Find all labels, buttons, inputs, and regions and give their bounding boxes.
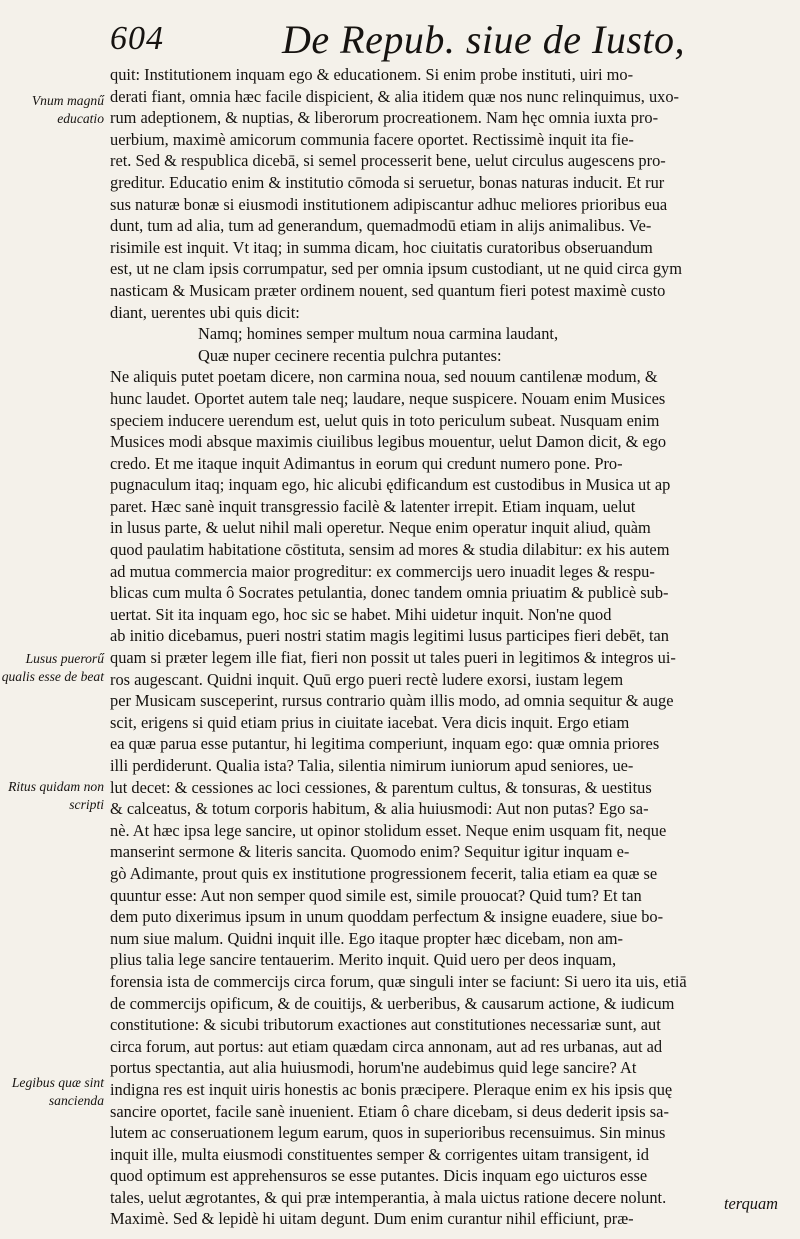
text-line: & calceatus, & totum corporis habitum, & alia huiusmodi: Aut non putas? Ego sa- [110,799,649,819]
text-line: dem puto dixerimus ipsum in unum quoddam perfectum & insigne euadere, siue bo- [110,907,664,927]
text-line: manserint sermone & literis sancita. Quomodo enim? Sequitur igitur inquam e- [110,842,630,862]
text-line: quod optimum est apprehensuros se esse putantes. Dicis inquam ego uicturos esse [110,1166,648,1186]
margin-note: Ritus quidam non scripti [8,779,104,812]
text-line: sancire oportet, facile sanè inuenient. Etiam ô chare dicebam, si deus dederit ipsis sa- [110,1101,669,1121]
text-line: in lusus parte, & uelut nihil mali operetur. Neque enim operatur inquit aliud, quàm [110,518,651,538]
text-line: ab initio dicebamus, pueri nostri statim magis legitimi lusus participes fieri debēt, tan [110,626,669,646]
text-line: risimile est inquit. Vt itaq; in summa dicam, hoc ciuitatis curatoribus obseruandum [110,237,653,257]
text-line: scit, erigens si quid etiam prius in ciuitate iacebat. Vera dicis inquit. Ergo etiam [110,712,630,732]
margin-note: Lusus puerorű qualis esse de beat [1,651,104,684]
text-line: paret. Hæc sanè inquit transgressio facilè & latenter irrepit. Etiam inquam, uelut [110,496,636,516]
text-line: lutem ac conseruationem legum earum, quos in superioribus recensuimus. Sin minus [110,1123,666,1143]
text-line: forensia ista de commercijs circa forum, quæ singuli inter se faciunt: Si uero ita uis, etiā [110,971,687,991]
text-line: speciem inducere uerendum est, uelut quis in toto periculum subeat. Nusquam enim [110,410,660,430]
page-header [110,14,780,66]
text-line: quam si præter legem ille fiat, fieri non possit ut tales pueri in legitimos & integros ui- [110,648,676,668]
running-title: De Repub. siue de Iusto, [282,17,686,62]
text-line: indigna res est inquit uiris honestis ac bonis præcipere. Pleraque enim ex his ipsis quę [110,1079,673,1099]
margin-note: Vnum magnű educatio [31,93,104,126]
text-line: ea quæ parua esse putantur, hi legitima comperiunt, inquam ego: quæ omnia priores [110,734,660,754]
text-line: inquit ille, multa eiusmodi constituentes semper & corrigentes uitam transigent, id [110,1144,649,1164]
text-line: sus naturæ bonæ si eiusmodi institutionem adipiscantur adhuc meliores prioribus eua [110,194,668,214]
text-line: hunc laudet. Oportet autem tale neq; laudare, neque suspicere. Nouam enim Musices [110,388,666,408]
text-line: rum adeptionem, & nuptias, & liberorum procreationem. Nam hęc omnia iuxta pro- [110,108,659,128]
body-text [110,64,782,1230]
text-line: num siue malum. Quidni inquit ille. Ego itaque propter hæc dicebam, non am- [110,928,624,948]
text-line: constitutione: & sicubi tributorum exactiones aut constitutiones necessariæ sunt, aut [110,1015,661,1035]
text-line: per Musicam susceperint, rursus contrario quàm illis modo, ad omnia sequitur & auge [110,691,674,711]
text-line: tales, uelut ægrotantes, & qui præ intemperantia, à mala uictus ratione decere nolunt. [110,1187,667,1207]
text-line: lut decet: & cessiones ac loci cessiones, & parentum cultus, & tonsuras, & uestitus [110,777,652,797]
text-line: illi perdiderunt. Qualia ista? Talia, silentia nimirum iuniorum apud seniores, ue- [110,756,634,775]
text-line: Maximè. Sed & lepidè hi uitam degunt. Dum enim curantur nihil efficiunt, præ- [110,1209,634,1229]
verse-line: Namq; homines semper multum noua carmina laudant, [198,324,559,344]
text-line: circa forum, aut portus: aut etiam quædam circa annonam, aut ad res urbanas, aut ad [110,1036,663,1056]
page-number: 604 [110,20,164,57]
text-line: credo. Et me itaque inquit Adimantus in eorum qui credunt numero pone. Pro- [110,453,623,473]
text-line: diant, uerentes ubi quis dicit: [110,302,300,322]
text-line: ret. Sed & respublica dicebā, si semel processerit bene, uelut circulus augescens pro- [110,151,666,171]
text-line: nè. At hæc ipsa lege sancire, ut opinor stolidum esset. Neque enim usquam fit, neque [110,820,667,840]
text-line: blicas cum multa ô Socrates petulantia, donec tandem omnia priuatim & publicè sub- [110,583,669,603]
text-line: ros augescant. Quidni inquit. Quū ergo pueri rectè ludere exorsi, iustam legem [110,669,624,689]
text-line: portus spectantia, aut alia huiusmodi, horum'ne audebimus quid lege sancire? At [110,1058,637,1078]
text-line: ad mutua commercia maior progreditur: ex commercijs uero inuadit leges & respu- [110,561,655,581]
text-line: de commercijs opificum, & de couitijs, & uerberibus, & causarum actione, & iudicum [110,993,675,1013]
text-line: gò Adimante, prout quis ex institutione progressionem fecerit, talia etiam ea quæ se [110,863,658,883]
text-line: nasticam & Musicam præter ordinem nouent, sed quantum fieri potest maximè custo [110,280,666,300]
verse-line: Quæ nuper cecinere recentia pulchra putantes: [198,345,502,365]
text-line: uerbium, maximè amicorum communia facere oportet. Rectissimè inquit ita fie- [110,129,634,149]
text-line: plius talia lege sancire tentauerim. Merito inquit. Quid uero per deos inquam, [110,950,617,970]
text-line: Ne aliquis putet poetam dicere, non carmina noua, sed nouum cantilenæ modum, & [110,367,658,387]
margin-notes [0,0,110,1239]
text-line: uertat. Sit ita inquam ego, hoc sic se habet. Mihi uidetur inquit. Non'ne quod [110,604,612,624]
text-line: est, ut ne clam ipsis corrumpatur, sed per omnia ipsum custodiant, ut ne quid circa gym [110,259,682,279]
text-line: derati fiant, omnia hæc facile dispicient, & alia itidem quæ nos nunc relinquimus, uxo- [110,86,679,106]
text-line: Musices modi absque maximis ciuilibus legibus mouentur, uelut Damon dicit, & ego [110,432,667,452]
text-line: dunt, tum ad alia, tum ad generandum, quemadmodū etiam in alijs animalibus. Ve- [110,216,652,236]
text-line: greditur. Educatio enim & institutio cōmoda si seruetur, bonas naturas inducit. Et rur [110,172,665,192]
text-line: quuntur esse: Aut non semper quod simile est, simile prouocat? Quid tum? Et tan [110,885,642,905]
margin-note: Legibus quæ sint sancienda [11,1075,104,1108]
text-line: pugnaculum itaq; inquam ego, hic alicubi ędificandum est custodibus in Musica ut ap [110,475,671,495]
text-line: quit: Institutionem inquam ego & educationem. Si enim probe instituti, uiri mo- [110,65,634,84]
catchword: terquam [723,1194,778,1213]
text-line: quod paulatim habitatione cōstituta, sensim ad mores & studia dilabitur: ex his autem [110,540,670,560]
